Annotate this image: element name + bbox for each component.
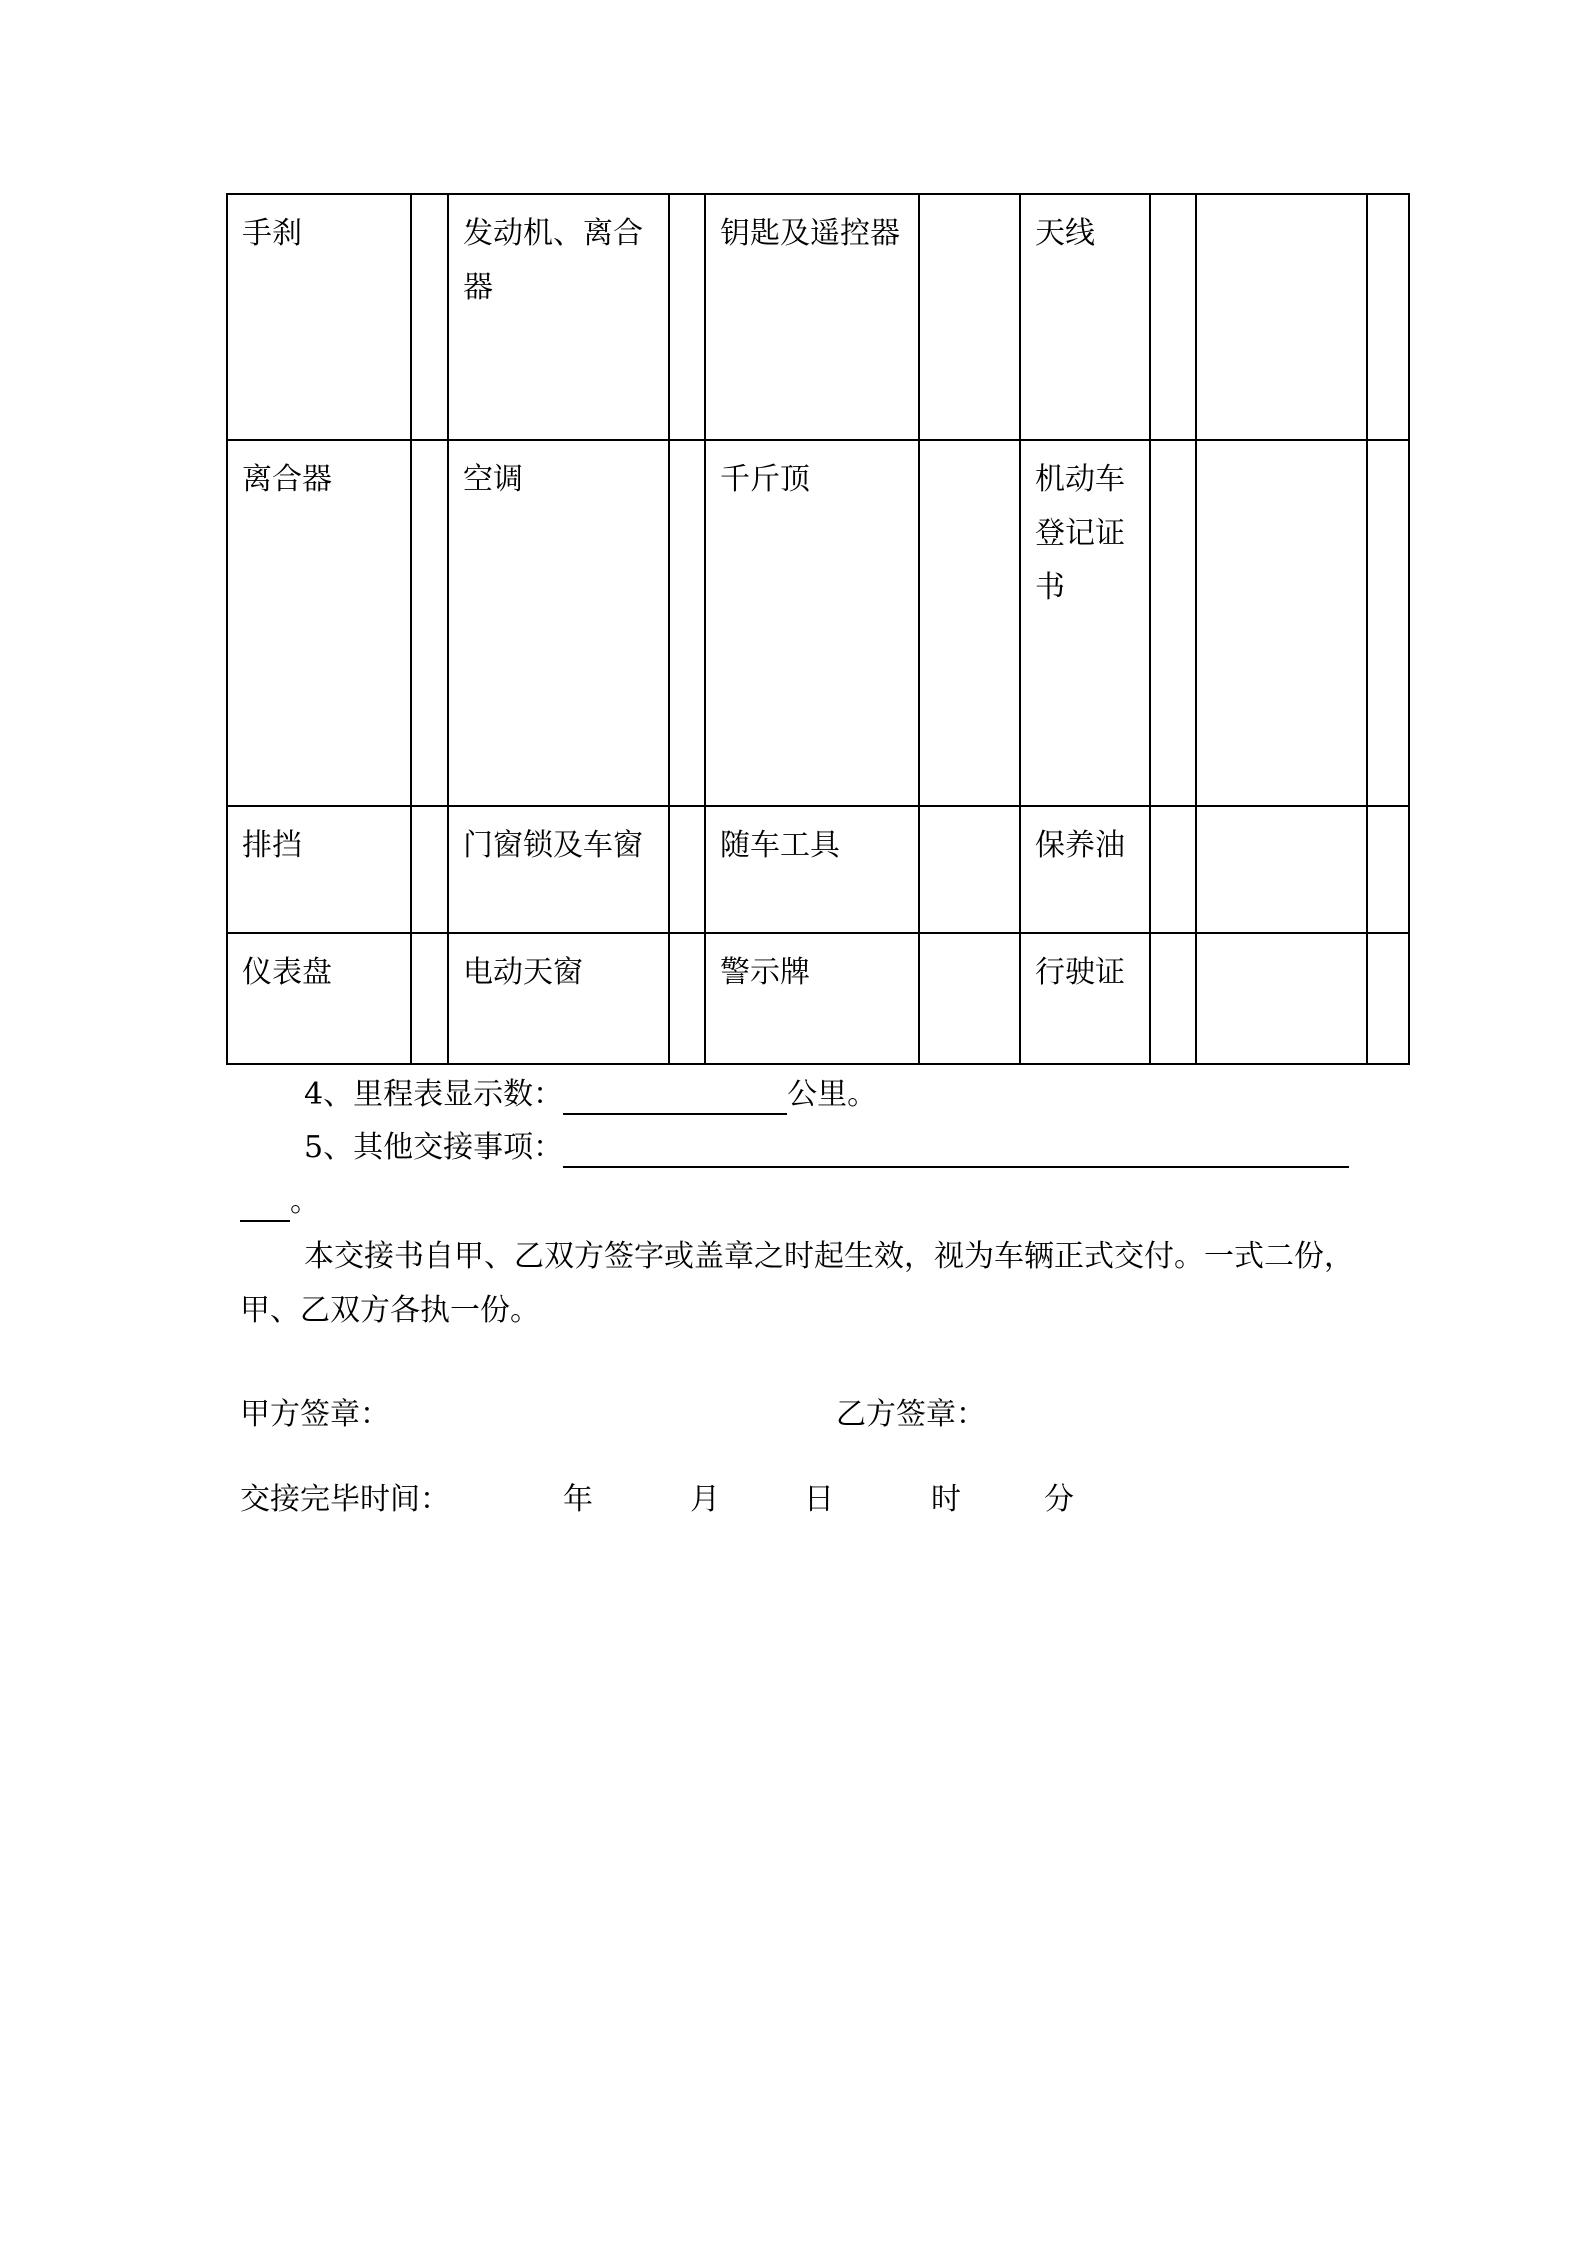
item-cell: 随车工具: [705, 806, 919, 933]
item-cell: 保养油: [1020, 806, 1150, 933]
other-items-end: 。: [290, 1184, 320, 1219]
check-cell: [669, 933, 705, 1064]
item-cell: 钥匙及遥控器: [705, 194, 919, 440]
item-cell: 警示牌: [705, 933, 919, 1064]
check-cell: [1150, 933, 1196, 1064]
check-cell: [1367, 806, 1409, 933]
party-b-signature: 乙方签章：: [836, 1397, 986, 1432]
odometer-blank[interactable]: [563, 1079, 787, 1115]
check-cell: [919, 933, 1020, 1064]
item-cell: 千斤顶: [705, 440, 919, 806]
check-cell: [411, 933, 448, 1064]
other-items-label: 5、其他交接事项：: [304, 1130, 564, 1165]
completion-hour: 时: [931, 1482, 961, 1517]
check-cell: [1367, 440, 1409, 806]
table-row: [227, 194, 1409, 440]
other-items-blank-2[interactable]: [240, 1186, 290, 1222]
item-cell: 排挡: [227, 806, 411, 933]
check-cell: [411, 194, 448, 440]
table-row: [227, 933, 1409, 1064]
check-cell: [1150, 440, 1196, 806]
completion-month: 月: [690, 1482, 720, 1517]
item-cell: 天线: [1020, 194, 1150, 440]
odometer-line: [304, 1075, 877, 1115]
table-row: [227, 806, 1409, 933]
other-items-line: [304, 1128, 1349, 1168]
completion-day: 日: [804, 1482, 834, 1517]
item-cell: [1196, 194, 1367, 440]
item-cell: 发动机、离合器: [448, 194, 669, 440]
item-cell: [1196, 933, 1367, 1064]
odometer-unit: 公里。: [787, 1077, 878, 1112]
check-cell: [1367, 194, 1409, 440]
check-cell: [1150, 806, 1196, 933]
other-items-line-2: [240, 1182, 320, 1222]
check-cell: [669, 194, 705, 440]
vehicle-checklist-table: [226, 193, 1410, 1065]
item-cell: 空调: [448, 440, 669, 806]
check-cell: [669, 806, 705, 933]
item-cell: 门窗锁及车窗: [448, 806, 669, 933]
check-cell: [1150, 194, 1196, 440]
effect-paragraph: 本交接书自甲、乙双方签字或盖章之时起生效，视为车辆正式交付。一式二份，甲、乙双方各执一份。: [240, 1239, 1354, 1328]
odometer-label: 4、里程表显示数：: [304, 1077, 564, 1112]
other-items-blank[interactable]: [563, 1132, 1349, 1168]
item-cell: [1196, 806, 1367, 933]
check-cell: [669, 440, 705, 806]
check-cell: [411, 806, 448, 933]
completion-minute: 分: [1044, 1482, 1074, 1517]
party-a-signature: 甲方签章：: [240, 1397, 390, 1432]
completion-year: 年: [563, 1482, 593, 1517]
check-cell: [919, 806, 1020, 933]
completion-label: 交接完毕时间：: [240, 1482, 450, 1517]
item-cell: 机动车登记证书: [1020, 440, 1150, 806]
check-cell: [411, 440, 448, 806]
item-cell: 仪表盘: [227, 933, 411, 1064]
item-cell: 行驶证: [1020, 933, 1150, 1064]
item-cell: [1196, 440, 1367, 806]
check-cell: [919, 194, 1020, 440]
item-cell: 手刹: [227, 194, 411, 440]
item-cell: 离合器: [227, 440, 411, 806]
table-row: [227, 440, 1409, 806]
item-cell: 电动天窗: [448, 933, 669, 1064]
check-cell: [1367, 933, 1409, 1064]
check-cell: [919, 440, 1020, 806]
